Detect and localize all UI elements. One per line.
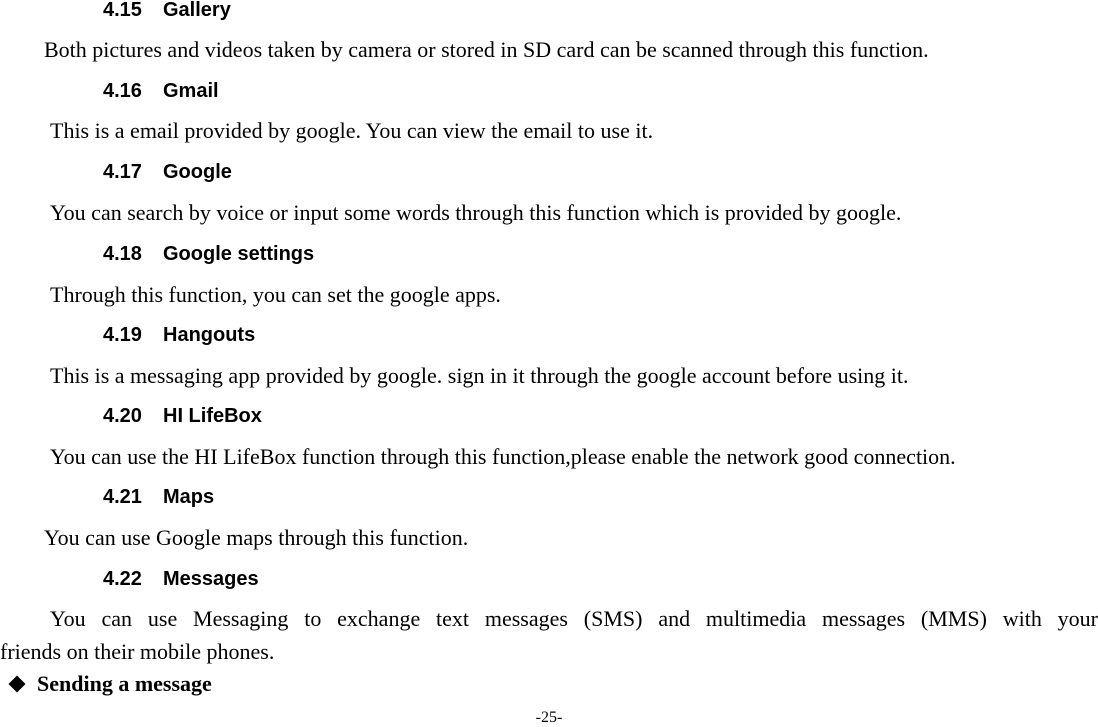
section-heading-messages	[103, 567, 259, 591]
bullet-label: Sending a message	[37, 671, 212, 696]
section-number: 4.15	[103, 0, 142, 21]
section-text-messages	[0, 602, 1098, 668]
section-number: 4.18	[103, 243, 142, 265]
page-number: -25-	[535, 709, 563, 726]
section-number: 4.17	[103, 161, 142, 183]
section-text-gmail: This is a email provided by google. You can view the email to use it.	[50, 118, 654, 143]
section-number: 4.22	[103, 568, 142, 590]
section-title: Messages	[163, 568, 259, 590]
section-text-line: You can use Messaging to exchange text messages (SMS) and multimedia messages (MMS) with your	[50, 606, 1098, 631]
section-text-google-settings: Through this function, you can set the google apps.	[50, 282, 501, 307]
section-heading-google-settings	[103, 242, 314, 266]
section-number: 4.19	[103, 324, 142, 346]
section-title: HI LifeBox	[163, 405, 262, 427]
section-number: 4.16	[103, 80, 142, 102]
section-number: 4.20	[103, 405, 142, 427]
section-heading-maps	[103, 485, 214, 509]
section-text-google: You can search by voice or input some words through this function which is provided by google.	[50, 200, 902, 225]
section-text-line: friends on their mobile phones.	[0, 639, 275, 664]
section-heading-hangouts	[103, 323, 255, 347]
diamond-bullet-icon	[9, 676, 26, 693]
section-title: Google settings	[163, 243, 315, 265]
section-number: 4.21	[103, 486, 142, 508]
section-text-hi-lifebox: You can use the HI LifeBox function through this function,please enable the network good connection.	[50, 444, 956, 469]
section-title: Hangouts	[163, 324, 256, 346]
section-title: Maps	[163, 486, 215, 508]
section-title: Google	[163, 161, 232, 183]
section-heading-gmail	[103, 79, 219, 103]
section-heading-gallery	[103, 0, 231, 22]
section-text-hangouts: This is a messaging app provided by google. sign in it through the google account before using it.	[50, 363, 909, 388]
section-heading-hi-lifebox	[103, 404, 262, 428]
section-text-gallery: Both pictures and videos taken by camera or stored in SD card can be scanned through this function.	[44, 37, 929, 62]
section-title: Gallery	[163, 0, 231, 21]
section-title: Gmail	[163, 80, 219, 102]
section-heading-google	[103, 160, 232, 184]
section-text-maps: You can use Google maps through this function.	[44, 525, 469, 550]
bullet-item	[3, 670, 212, 698]
